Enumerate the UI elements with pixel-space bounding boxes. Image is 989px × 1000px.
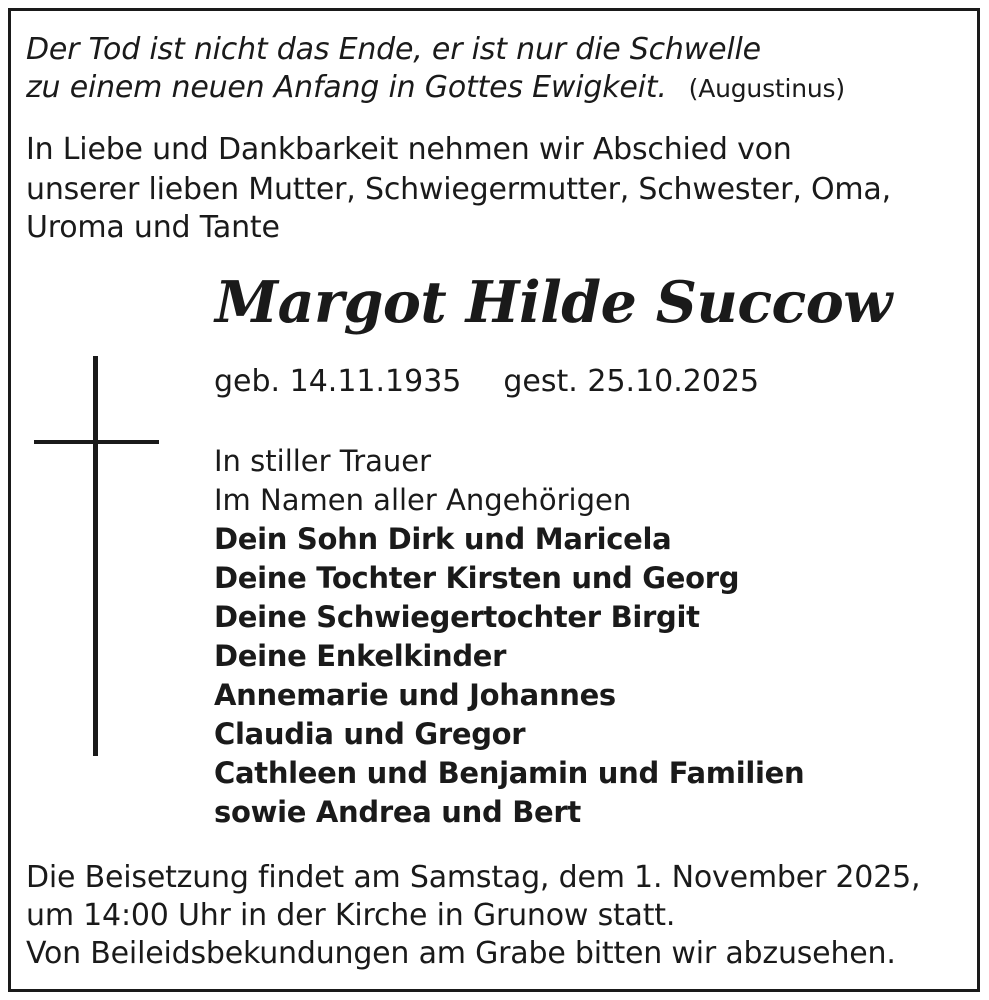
mourner-name: sowie Andrea und Bert — [214, 795, 581, 829]
birth-date: geb. 14.11.1935 — [214, 364, 462, 399]
mourner-name: Deine Tochter Kirsten und Georg — [214, 561, 740, 595]
cross-icon — [93, 356, 98, 756]
funeral-line-3: Von Beileidsbekundungen am Grabe bitten wir abzusehen. — [26, 936, 896, 971]
intro-line-2: unserer lieben Mutter, Schwiegermutter, Schwester, Oma, — [26, 172, 891, 207]
death-date: gest. 25.10.2025 — [503, 364, 760, 399]
cross-icon-bar — [34, 440, 159, 444]
mourner-name: Claudia und Gregor — [214, 717, 526, 751]
funeral-line-2: um 14:00 Uhr in der Kirche in Grunow statt. — [26, 898, 676, 933]
mourner-name: Dein Sohn Dirk und Maricela — [214, 522, 672, 556]
quote-line-2: zu einem neuen Anfang in Gottes Ewigkeit. — [26, 70, 667, 105]
quote-source: (Augustinus) — [688, 74, 845, 103]
intro-line-3: Uroma und Tante — [26, 210, 280, 245]
deceased-name: Margot Hilde Succow — [215, 269, 892, 336]
mourning-line-2: Im Namen aller Angehörigen — [214, 483, 632, 517]
mourner-name: Cathleen und Benjamin und Familien — [214, 756, 805, 790]
mourner-name: Annemarie und Johannes — [214, 678, 616, 712]
funeral-line-1: Die Beisetzung findet am Samstag, dem 1. November 2025, — [26, 860, 921, 895]
mourning-line-1: In stiller Trauer — [214, 444, 432, 478]
quote-line-1: Der Tod ist nicht das Ende, er ist nur die Schwelle — [26, 32, 761, 67]
mourner-name: Deine Schwiegertochter Birgit — [214, 600, 700, 634]
intro-line-1: In Liebe und Dankbarkeit nehmen wir Abschied von — [26, 132, 792, 167]
mourner-name: Deine Enkelkinder — [214, 639, 507, 673]
quote-line-2-row — [26, 68, 845, 109]
life-dates — [214, 362, 759, 402]
